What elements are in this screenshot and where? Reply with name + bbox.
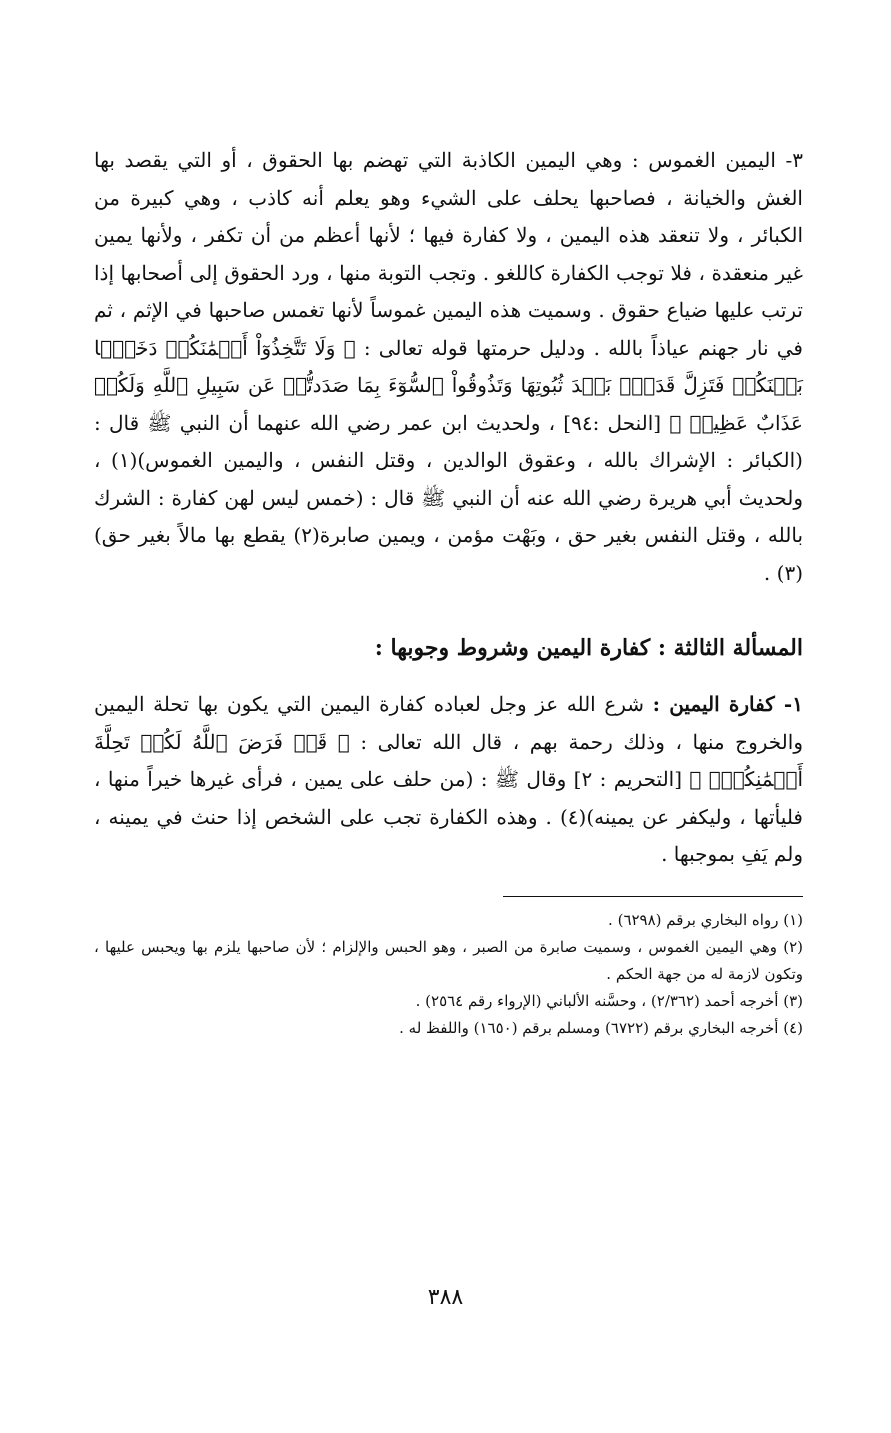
footnote-2: (٢) وهي اليمين الغموس ، وسميت صابرة من الصبر ، وهو الحبس والإلزام ؛ لأن صاحبها يلزم بها ويحبس عليها ، وتكون لازمة له من جهة الحكم .	[94, 937, 803, 983]
section-2-lead: ١- كفارة اليمين :	[652, 692, 803, 716]
footnotes	[94, 907, 803, 1042]
footnote-4: (٤) أخرجه البخاري برقم (٦٧٢٢) ومسلم برقم (١٦٥٠) واللفظ له .	[399, 1018, 803, 1037]
section-2-heading: المسألة الثالثة : كفارة اليمين وشروط وجوبها :	[374, 635, 803, 661]
section-2-text: شرع الله عز وجل لعباده كفارة اليمين التي يكون بها تحلة اليمين والخروج منها ، وذلك رحمة بهم ، قال الله تعالى : ﴿ قَدۡ فَرَضَ ٱللَّهُ لَكُمۡ تَحِلَّةَ أَيۡمَٰنِكُمۡۚ ﴾ [التحريم : ٢] وقال ﷺ : (من حلف على يمين ، فرأى غيرها خيراً منها ، فليأتها ، وليكفر عن يمينه)(٤) . وهذه الكفارة تجب على الشخص إذا حنث في يمينه ، ولم يَفِ بموجبها .	[94, 692, 803, 866]
section-2-paragraph	[94, 686, 803, 874]
footnote-separator-wrap	[94, 874, 803, 907]
page-body	[94, 142, 803, 1042]
section-1-paragraph: ٣- اليمين الغموس : وهي اليمين الكاذبة التي تهضم بها الحقوق ، أو التي يقصد بها الغش والخيانة ، فصاحبها يحلف على الشيء وهو يعلم أنه كاذب ، وهي كبيرة من الكبائر ، ولا تنعقد هذه اليمين ، ولا كفارة فيها ؛ لأنها أعظم من أن تكفر ، ولأنها يمين غير منعقدة ، فلا توجب الكفارة كاللغو . وتجب التوبة منها ، ورد الحقوق إلى أصحابها إذا ترتب عليها ضياع حقوق . وسميت هذه اليمين غموساً لأنها تغمس صاحبها في الإثم ، ثم في نار جهنم عياذاً بالله . ودليل حرمتها قوله تعالى : ﴿ وَلَا تَتَّخِذُوٓاْ أَيۡمَٰنَكُمۡ دَخَلَۢا بَيۡنَكُمۡ فَتَزِلَّ قَدَمُۢ بَعۡدَ ثُبُوتِهَا وَتَذُوقُواْ ٱلسُّوٓءَ بِمَا صَدَدتُّمۡ عَن سَبِيلِ ٱللَّهِ وَلَكُمۡ عَذَابٌ عَظِيمٞ ﴾ [النحل :٩٤] ، ولحديث ابن عمر رضي الله عنهما أن النبي ﷺ قال : (الكبائر : الإشراك بالله ، وعقوق الوالدين ، وقتل النفس ، واليمين الغموس)(١) ، ولحديث أبي هريرة رضي الله عنه أن النبي ﷺ قال : (خمس ليس لهن كفارة : الشرك بالله ، وقتل النفس بغير حق ، وبَهْت مؤمن ، ويمين صابرة(٢) يقطع بها مالاً بغير حق)(٣) .	[94, 148, 804, 585]
footnote-separator	[503, 896, 803, 897]
footnote-1: (١) رواه البخاري برقم (٦٢٩٨) .	[608, 910, 803, 929]
footnote-3: (٣) أخرجه أحمد (٢/٣٦٢) ، وحسَّنه الألباني (الإرواء رقم ٢٥٦٤) .	[415, 991, 803, 1010]
page-number: ٣٨٨	[427, 1285, 464, 1310]
